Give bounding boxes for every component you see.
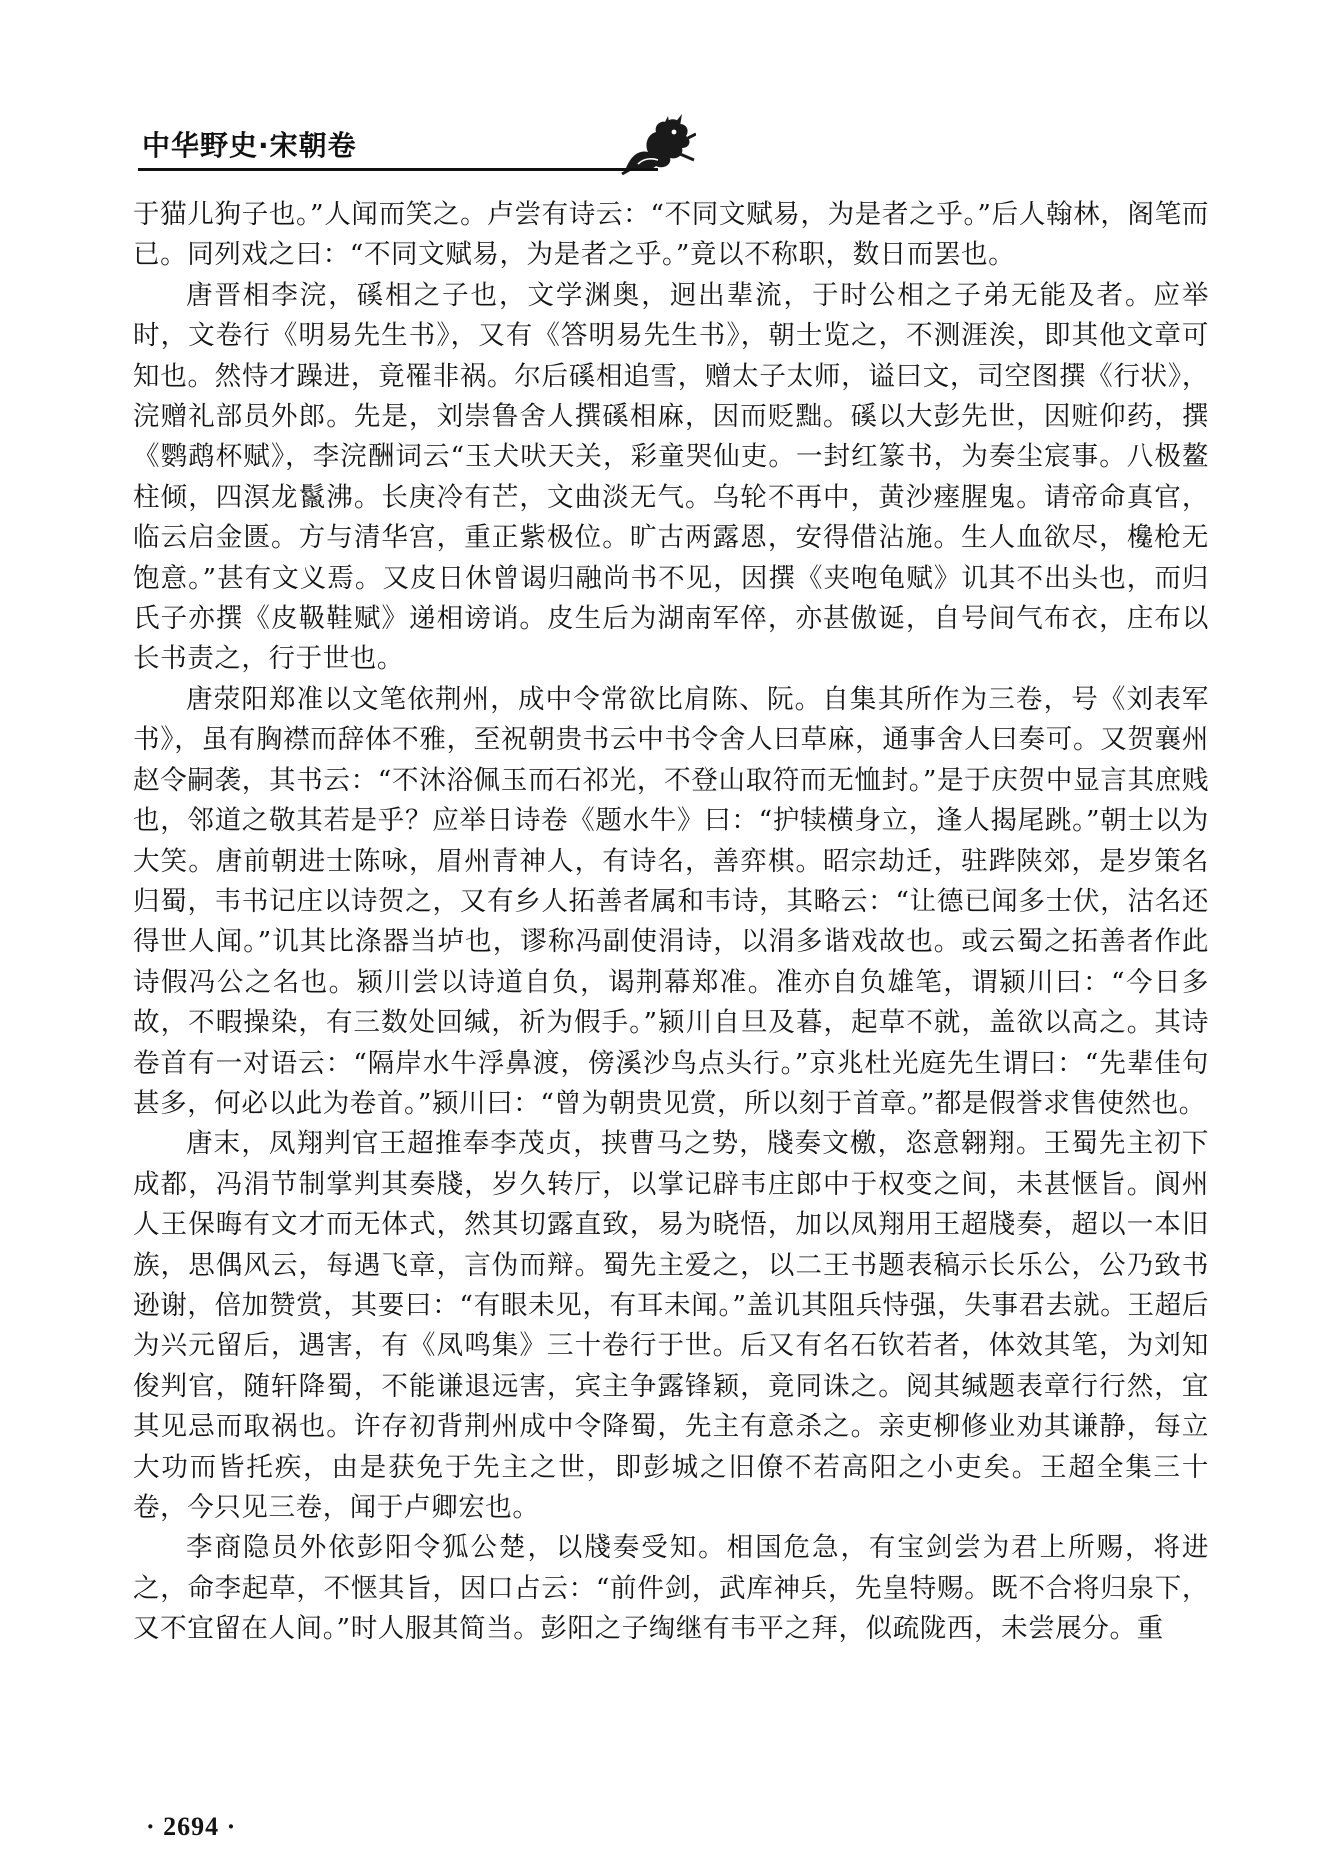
running-header bbox=[138, 120, 1198, 180]
dragon-emblem-icon bbox=[618, 114, 696, 176]
book-title: 中华野史·宋朝卷 bbox=[142, 129, 357, 162]
header-rule bbox=[138, 168, 658, 171]
page-body bbox=[133, 195, 1209, 1650]
page-number: · 2694 · bbox=[146, 1812, 237, 1841]
paragraph: 唐荥阳郑准以文笔依荆州，成中令常欲比肩陈、阮。自集其所作为三卷，号《刘表军书》，虽有胸襟而辞体不雅，至祝朝贵书云中书令舍人曰草麻，通事舍人曰奏可。又贺襄州赵令嗣袭，其书云：“不沐浴佩玉而石祁光，不登山取符而无恤封。”是于庆贺中显言其庶贱也，邻道之敬其若是乎？应举日诗卷《题水牛》曰：“护犊横身立，逢人揭尾跳。”朝士以为大笑。唐前朝进士陈咏，眉州青神人，有诗名，善弈棋。昭宗劫迁，驻跸陕郊，是岁策名归蜀，韦书记庄以诗贺之，又有乡人拓善者属和韦诗，其略云：“让德已闻多士伏，沽名还得世人闻。”讥其比涤器当垆也，谬称冯副使涓诗，以涓多谐戏故也。或云蜀之拓善者作此诗假冯公之名也。颍川尝以诗道自负，谒荆幕郑准。准亦自负雄笔，谓颍川曰：“今日多故，不暇操染，有三数处回缄，祈为假手。”颍川自旦及暮，起草不就，盖欲以高之。其诗卷首有一对语云：“隔岸水牛浮鼻渡，傍溪沙鸟点头行。”京兆杜光庭先生谓曰：“先辈佳句甚多，何必以此为卷首。”颍川曰：“曾为朝贵见赏，所以刻于首章。”都是假誉求售使然也。 bbox=[133, 683, 1209, 1119]
paragraph: 唐晋相李浣，磎相之子也，文学渊奥，迥出辈流，于时公相之子弟无能及者。应举时，文卷行《明易先生书》，又有《答明易先生书》，朝士览之，不测涯涘，即其他文章可知也。然恃才躁进，竟罹非祸。尔后磎相追雪，赠太子太师，谥曰文，司空图撰《行状》，浣赠礼部员外郎。先是，刘崇鲁舍人撰磎相麻，因而贬黜。磎以大彭先世，因赃仰药，撰《鹦鹉杯赋》，李浣酬词云“玉犬吠天关，彩童哭仙吏。一封红篆书，为奏尘宸事。八极鳌柱倾，四溟龙鬣沸。长庚冷有芒，文曲淡无气。乌轮不再中，黄沙瘗腥鬼。请帝命真官，临云启金匮。方与清华宫，重正紫极位。旷古两露恩，安得借沾施。生人血欲尽，欃枪无饱意。”甚有文义焉。又皮日休曾谒归融尚书不见，因撰《夹咆龟赋》讥其不出头也，而归氏子亦撰《皮靸鞋赋》递相谤诮。皮生后为湖南军倅，亦甚傲诞，自号间气布衣，庄布以长书责之，行于世也。 bbox=[133, 279, 1209, 675]
paragraph: 唐末，凤翔判官王超推奉李茂贞，挟曹马之势，牋奏文檄，恣意翱翔。王蜀先主初下成都，冯涓节制掌判其奏牋，岁久转厅，以掌记辟韦庄郎中于权变之间，未甚惬旨。阆州人王保晦有文才而无体式，然其切露直致，易为晓悟，加以凤翔用王超牋奏，超以一本旧族，思偶风云，每遇飞章，言伪而辩。蜀先主爱之，以二王书题表稿示长乐公，公乃致书逊谢，倍加赞赏，其要曰：“有眼未见，有耳未闻。”盖讥其阻兵恃强，失事君去就。王超后为兴元留后，遇害，有《凤鸣集》三十卷行于世。后又有名石钦若者，体效其笔，为刘知俊判官，随轩降蜀，不能谦退远害，宾主争露锋颖，竟同诛之。阅其缄题表章行行然，宜其见忌而取祸也。许存初背荆州成中令降蜀，先主有意杀之。亲吏柳修业劝其谦静，每立大功而皆托疾，由是获免于先主之世，即彭城之旧僚不若高阳之小吏矣。王超全集三十卷，今只见三卷，闻于卢卿宏也。 bbox=[133, 1128, 1209, 1523]
paragraph: 李商隐员外依彭阳令狐公楚，以牋奏受知。相国危急，有宝剑尝为君上所赐，将进之，命李起草，不惬其旨，因口占云：“前件剑，武库神兵，先皇特赐。既不合将归泉下，又不宜留在人间。”时人服其简当。彭阳之子绹继有韦平之拜，似疏陇西，未尝展分。重 bbox=[133, 1532, 1209, 1645]
paragraph: 于猫儿狗子也。”人闻而笑之。卢尝有诗云：“不同文赋易，为是者之乎。”后人翰林，阁笔而已。同列戏之曰：“不同文赋易，为是者之乎。”竟以不称职，数日而罢也。 bbox=[133, 199, 1209, 271]
